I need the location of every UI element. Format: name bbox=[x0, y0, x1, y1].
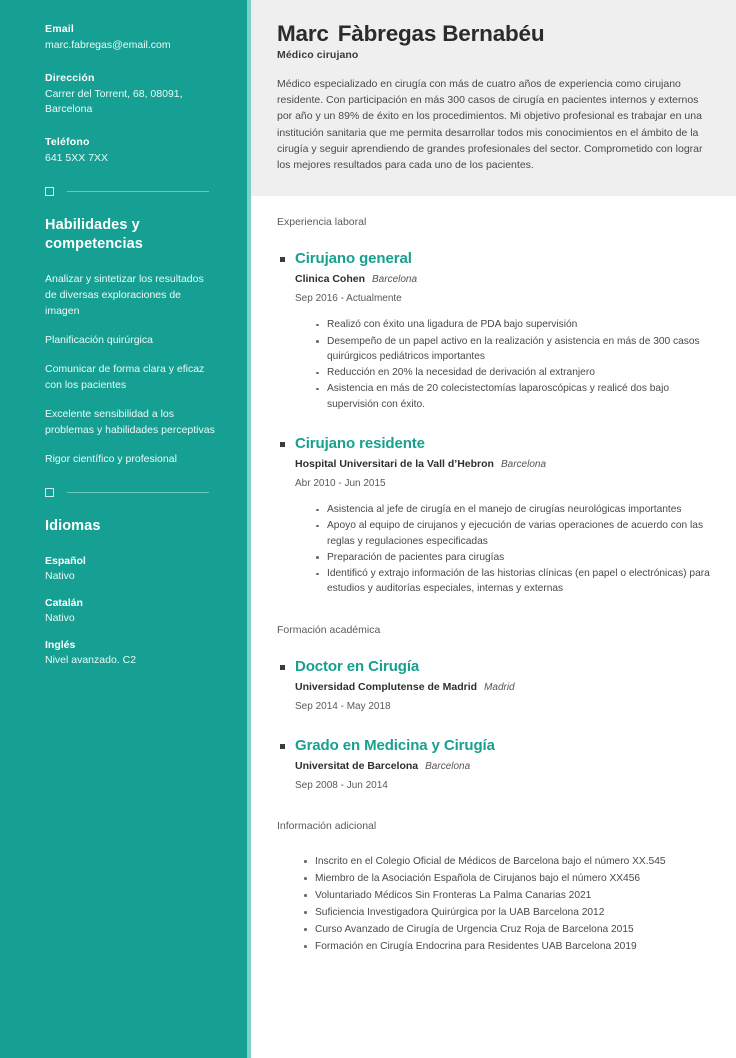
section-additional-info bbox=[277, 819, 710, 955]
square-bullet-icon bbox=[280, 665, 285, 670]
section-experience bbox=[277, 215, 710, 597]
contact-label: Teléfono bbox=[45, 135, 90, 148]
contact-label: Dirección bbox=[45, 71, 95, 84]
section-label-experience: Experiencia laboral bbox=[277, 216, 367, 229]
main-content bbox=[251, 0, 736, 1058]
language-name: Inglés bbox=[45, 638, 76, 651]
sidebar-divider-languages bbox=[45, 488, 217, 497]
experience-entry bbox=[277, 434, 710, 597]
language-level: Nativo bbox=[45, 569, 75, 582]
language-name: Catalán bbox=[45, 596, 83, 609]
entry-org-line bbox=[295, 271, 710, 287]
entry-place: Barcelona bbox=[372, 274, 418, 286]
entry-organization: Universidad Complutense de Madrid bbox=[295, 680, 478, 693]
skills-section bbox=[45, 216, 217, 467]
entry-org-line bbox=[295, 679, 710, 695]
additional-info-item: Formación en Cirugía Endocrina para Residentes UAB Barcelona 2019 bbox=[303, 938, 710, 955]
entry-bullet-item: Desempeño de un papel activo en la realización y asistencia en más de 300 casos quirúrgicos pediátricos importantes bbox=[315, 334, 710, 365]
divider-line bbox=[67, 492, 209, 494]
contact-value: Carrer del Torrent, 68, 08091, Barcelona bbox=[45, 87, 183, 115]
education-entry bbox=[277, 657, 710, 714]
entry-organization: Hospital Universitari de la Vall d’Hebron bbox=[295, 458, 494, 470]
entry-dates: Abr 2010 - Jun 2015 bbox=[295, 478, 386, 489]
entry-dates: Sep 2008 - Jun 2014 bbox=[295, 779, 388, 791]
contact-item-phone bbox=[45, 135, 217, 167]
additional-info-item: Miembro de la Asociación Española de Cirujanos bajo el número XX456 bbox=[303, 870, 710, 887]
entry-organization: Universitat de Barcelona bbox=[295, 759, 419, 772]
entry-title: Grado en Medicina y Cirugía bbox=[295, 736, 495, 754]
square-outline-icon bbox=[45, 488, 54, 497]
contact-item-email bbox=[45, 22, 217, 54]
additional-info-item: Suficiencia Investigadora Quirúrgica por la UAB Barcelona 2012 bbox=[303, 904, 710, 921]
additional-info-item: Curso Avanzado de Cirugía de Urgencia Cruz Roja de Barcelona 2015 bbox=[303, 921, 710, 938]
contact-item-address bbox=[45, 71, 217, 118]
entry-place: Barcelona bbox=[500, 459, 547, 470]
given-name: Marc bbox=[277, 21, 329, 46]
skill-item: Rigor científico y profesional bbox=[45, 453, 177, 465]
additional-info-item: Voluntariado Médicos Sin Fronteras La Palma Canarias 2021 bbox=[303, 887, 710, 904]
entry-title: Cirujano general bbox=[295, 250, 412, 268]
languages-heading: Idiomas bbox=[45, 518, 101, 534]
entry-bullet-item: Apoyo al equipo de cirujanos y ejecución de varias operaciones de acuerdo con las reglas y regulaciones especificadas bbox=[315, 518, 710, 549]
contact-label: Email bbox=[45, 23, 75, 35]
square-bullet-icon bbox=[280, 744, 285, 749]
page-title bbox=[277, 21, 710, 47]
entry-bullet-item: Reducción en 20% la necesidad de derivación al extranjero bbox=[315, 365, 710, 380]
skill-item: Analizar y sintetizar los resultados de diversas exploraciones de imagen bbox=[45, 273, 204, 317]
entry-bullet-list bbox=[295, 317, 710, 412]
entry-bullet-item: Realizó con éxito una ligadura de PDA bajo supervisión bbox=[315, 317, 710, 332]
job-title: Médico cirujano bbox=[277, 49, 359, 61]
square-outline-icon bbox=[45, 187, 54, 196]
entry-place: Madrid bbox=[484, 681, 515, 693]
language-item bbox=[45, 596, 217, 626]
square-bullet-icon bbox=[280, 257, 285, 262]
additional-info-item: Inscrito en el Colegio Oficial de Médicos de Barcelona bajo el número XX.545 bbox=[303, 853, 710, 870]
contact-list bbox=[45, 22, 217, 166]
language-item bbox=[45, 638, 217, 668]
entry-org-line bbox=[295, 456, 710, 472]
entry-bullet-item: Asistencia al jefe de cirugía en el manejo de cirugías neurológicas importantes bbox=[315, 502, 710, 517]
language-item bbox=[45, 554, 217, 584]
entry-dates: Sep 2016 - Actualmente bbox=[295, 293, 402, 305]
entry-bullet-item: Asistencia en más de 20 colecistectomías laparoscópicas y realicé dos bajo supervisión con éxito. bbox=[315, 381, 710, 412]
entry-place: Barcelona bbox=[425, 760, 471, 772]
skill-item: Excelente sensibilidad a los problemas y habilidades perceptivas bbox=[45, 408, 215, 436]
contact-value: 641 5XX 7XX bbox=[45, 151, 109, 164]
languages-section bbox=[45, 517, 217, 668]
additional-info-list bbox=[277, 853, 710, 955]
resume-header bbox=[251, 0, 736, 196]
language-level: Nivel avanzado. C2 bbox=[45, 653, 137, 666]
entry-bullet-item: Identificó y extrajo información de las historias clínicas (en papel o electrónicas) para estudios y auditorías especiales, internas y externas bbox=[315, 566, 710, 597]
entry-bullet-item: Preparación de pacientes para cirugías bbox=[315, 550, 710, 565]
body-area bbox=[251, 196, 736, 955]
entry-organization: Clinica Cohen bbox=[295, 273, 366, 286]
entry-title: Doctor en Cirugía bbox=[295, 657, 420, 675]
entry-title: Cirujano residente bbox=[295, 435, 425, 452]
entry-org-line bbox=[295, 758, 710, 774]
entry-bullet-list bbox=[295, 502, 710, 597]
section-education bbox=[277, 623, 710, 793]
experience-entry bbox=[277, 249, 710, 412]
language-level: Nativo bbox=[45, 611, 75, 624]
sidebar-divider-skills bbox=[45, 187, 217, 196]
skill-item: Planificación quirúrgica bbox=[45, 334, 153, 346]
skill-item: Comunicar de forma clara y eficaz con los pacientes bbox=[45, 363, 205, 391]
profile-summary: Médico especializado en cirugía con más de cuatro años de experiencia como cirujano residente. Con participación en más 300 casos de cirugía en pacientes internos y externos por año y un 89% de éxito en los procedimientos. Mi objetivo profesional es trabajar en una institución sanitaria que me permita desarrollar todos mis conocimientos en el ámbito de la cirugía y seguir aprendiendo de grandes profesionales del sector. Comprometido con lograr los mejores resultados para cada uno de los pacientes. bbox=[277, 78, 703, 172]
entry-dates: Sep 2014 - May 2018 bbox=[295, 700, 391, 712]
education-entry bbox=[277, 736, 710, 793]
section-label-education: Formación académica bbox=[277, 623, 381, 636]
contact-value: marc.fabregas@email.com bbox=[45, 39, 171, 51]
language-name: Español bbox=[45, 554, 86, 567]
sidebar bbox=[0, 0, 247, 1058]
square-bullet-icon bbox=[280, 442, 285, 447]
section-label-additional: Información adicional bbox=[277, 819, 377, 832]
skills-heading: Habilidades y competencias bbox=[45, 217, 143, 252]
divider-line bbox=[67, 191, 209, 193]
family-name: Fàbregas Bernabéu bbox=[337, 21, 545, 46]
